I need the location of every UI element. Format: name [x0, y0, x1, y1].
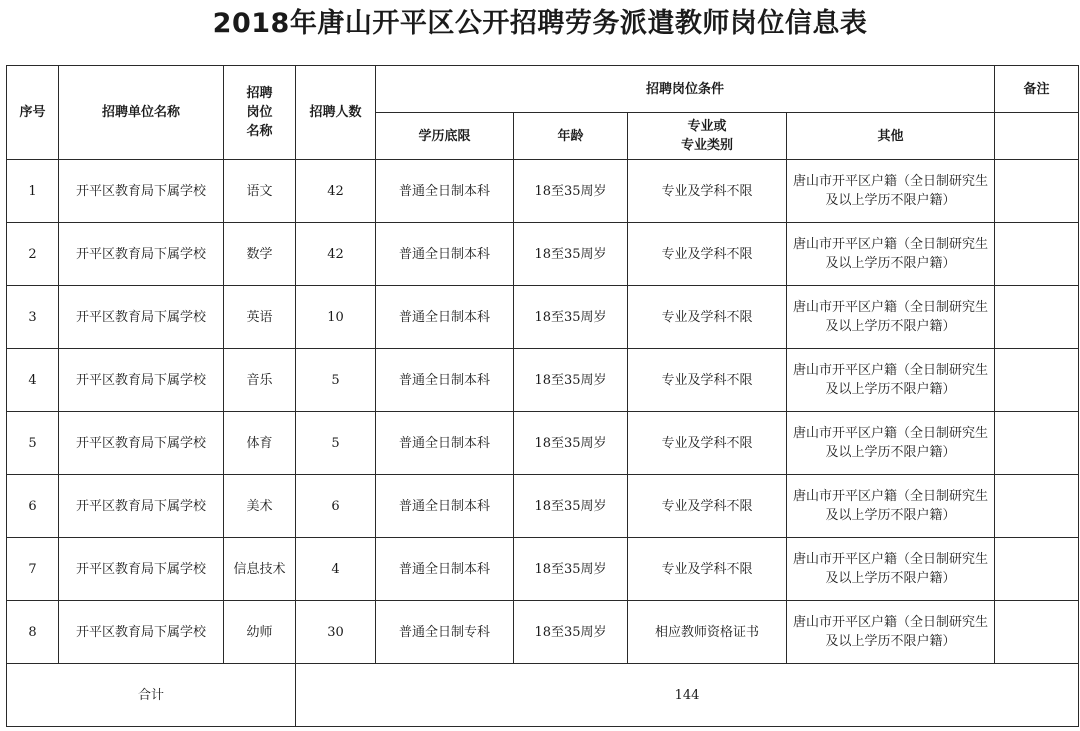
cell-seq: 7 — [7, 538, 59, 601]
cell-other-text: 唐山市开平区户籍（全日制研究生及以上学历不限户籍） — [793, 363, 989, 397]
cell-other — [787, 349, 995, 412]
cell-count: 4 — [296, 538, 376, 601]
cell-unit: 开平区教育局下属学校 — [59, 223, 224, 286]
header-age: 年龄 — [514, 113, 628, 160]
cell-other — [787, 475, 995, 538]
cell-note — [995, 286, 1079, 349]
cell-education: 普通全日制本科 — [376, 349, 514, 412]
cell-age: 18至35周岁 — [514, 475, 628, 538]
cell-age: 18至35周岁 — [514, 223, 628, 286]
cell-education: 普通全日制本科 — [376, 223, 514, 286]
table-row — [7, 160, 1079, 223]
header-conditions: 招聘岗位条件 — [376, 66, 995, 113]
header-major: 专业或 专业类别 — [628, 113, 787, 160]
cell-unit: 开平区教育局下属学校 — [59, 160, 224, 223]
cell-count: 30 — [296, 601, 376, 664]
cell-major: 专业及学科不限 — [628, 349, 787, 412]
cell-age: 18至35周岁 — [514, 160, 628, 223]
cell-other — [787, 601, 995, 664]
cell-other-text: 唐山市开平区户籍（全日制研究生及以上学历不限户籍） — [793, 552, 989, 586]
header-note: 备注 — [995, 66, 1079, 113]
cell-position: 幼师 — [224, 601, 296, 664]
cell-count: 6 — [296, 475, 376, 538]
cell-seq: 2 — [7, 223, 59, 286]
header-other: 其他 — [787, 113, 995, 160]
cell-unit: 开平区教育局下属学校 — [59, 475, 224, 538]
table-row — [7, 601, 1079, 664]
cell-major: 专业及学科不限 — [628, 286, 787, 349]
table-row — [7, 412, 1079, 475]
cell-education: 普通全日制本科 — [376, 538, 514, 601]
page-title: 2018年唐山开平区公开招聘劳务派遣教师岗位信息表 — [212, 8, 868, 39]
cell-position: 美术 — [224, 475, 296, 538]
cell-seq: 1 — [7, 160, 59, 223]
cell-other — [787, 412, 995, 475]
cell-position: 音乐 — [224, 349, 296, 412]
cell-education: 普通全日制本科 — [376, 475, 514, 538]
cell-seq: 6 — [7, 475, 59, 538]
cell-age: 18至35周岁 — [514, 349, 628, 412]
cell-note — [995, 160, 1079, 223]
cell-position: 语文 — [224, 160, 296, 223]
cell-note — [995, 412, 1079, 475]
cell-seq: 3 — [7, 286, 59, 349]
cell-major: 专业及学科不限 — [628, 160, 787, 223]
cell-count: 5 — [296, 412, 376, 475]
cell-age: 18至35周岁 — [514, 412, 628, 475]
cell-count: 10 — [296, 286, 376, 349]
cell-other-text: 唐山市开平区户籍（全日制研究生及以上学历不限户籍） — [793, 237, 989, 271]
cell-major: 专业及学科不限 — [628, 538, 787, 601]
total-value: 144 — [296, 664, 1079, 727]
cell-other-text: 唐山市开平区户籍（全日制研究生及以上学历不限户籍） — [793, 426, 989, 460]
cell-note — [995, 538, 1079, 601]
cell-count: 42 — [296, 160, 376, 223]
header-count: 招聘人数 — [296, 66, 376, 160]
cell-other-text: 唐山市开平区户籍（全日制研究生及以上学历不限户籍） — [793, 489, 989, 523]
header-seq: 序号 — [7, 66, 59, 160]
header-position: 招聘 岗位 名称 — [224, 66, 296, 160]
table-row — [7, 475, 1079, 538]
cell-position: 数学 — [224, 223, 296, 286]
cell-other-text: 唐山市开平区户籍（全日制研究生及以上学历不限户籍） — [793, 174, 989, 208]
cell-unit: 开平区教育局下属学校 — [59, 286, 224, 349]
cell-age: 18至35周岁 — [514, 286, 628, 349]
cell-major: 专业及学科不限 — [628, 475, 787, 538]
table-row — [7, 538, 1079, 601]
cell-note — [995, 223, 1079, 286]
cell-other — [787, 286, 995, 349]
header-education: 学历底限 — [376, 113, 514, 160]
cell-position: 体育 — [224, 412, 296, 475]
cell-seq: 5 — [7, 412, 59, 475]
total-label: 合计 — [7, 664, 296, 727]
cell-note — [995, 349, 1079, 412]
cell-seq: 4 — [7, 349, 59, 412]
cell-position: 英语 — [224, 286, 296, 349]
cell-education: 普通全日制本科 — [376, 412, 514, 475]
cell-unit: 开平区教育局下属学校 — [59, 412, 224, 475]
cell-major: 专业及学科不限 — [628, 223, 787, 286]
header-row-top — [7, 66, 1079, 113]
cell-other — [787, 160, 995, 223]
cell-age: 18至35周岁 — [514, 538, 628, 601]
cell-count: 42 — [296, 223, 376, 286]
header-unit: 招聘单位名称 — [59, 66, 224, 160]
cell-other-text: 唐山市开平区户籍（全日制研究生及以上学历不限户籍） — [793, 615, 989, 649]
cell-count: 5 — [296, 349, 376, 412]
cell-education: 普通全日制专科 — [376, 601, 514, 664]
cell-age: 18至35周岁 — [514, 601, 628, 664]
cell-other-text: 唐山市开平区户籍（全日制研究生及以上学历不限户籍） — [793, 300, 989, 334]
total-row — [7, 664, 1079, 727]
cell-unit: 开平区教育局下属学校 — [59, 349, 224, 412]
table-row — [7, 349, 1079, 412]
table-row — [7, 286, 1079, 349]
cell-seq: 8 — [7, 601, 59, 664]
cell-education: 普通全日制本科 — [376, 286, 514, 349]
positions-table — [6, 65, 1079, 727]
cell-other — [787, 223, 995, 286]
cell-note — [995, 601, 1079, 664]
cell-note — [995, 475, 1079, 538]
table-row — [7, 223, 1079, 286]
cell-education: 普通全日制本科 — [376, 160, 514, 223]
cell-unit: 开平区教育局下属学校 — [59, 538, 224, 601]
cell-position: 信息技术 — [224, 538, 296, 601]
cell-major: 专业及学科不限 — [628, 412, 787, 475]
cell-unit: 开平区教育局下属学校 — [59, 601, 224, 664]
header-note-sub — [995, 113, 1079, 160]
cell-other — [787, 538, 995, 601]
cell-major: 相应教师资格证书 — [628, 601, 787, 664]
